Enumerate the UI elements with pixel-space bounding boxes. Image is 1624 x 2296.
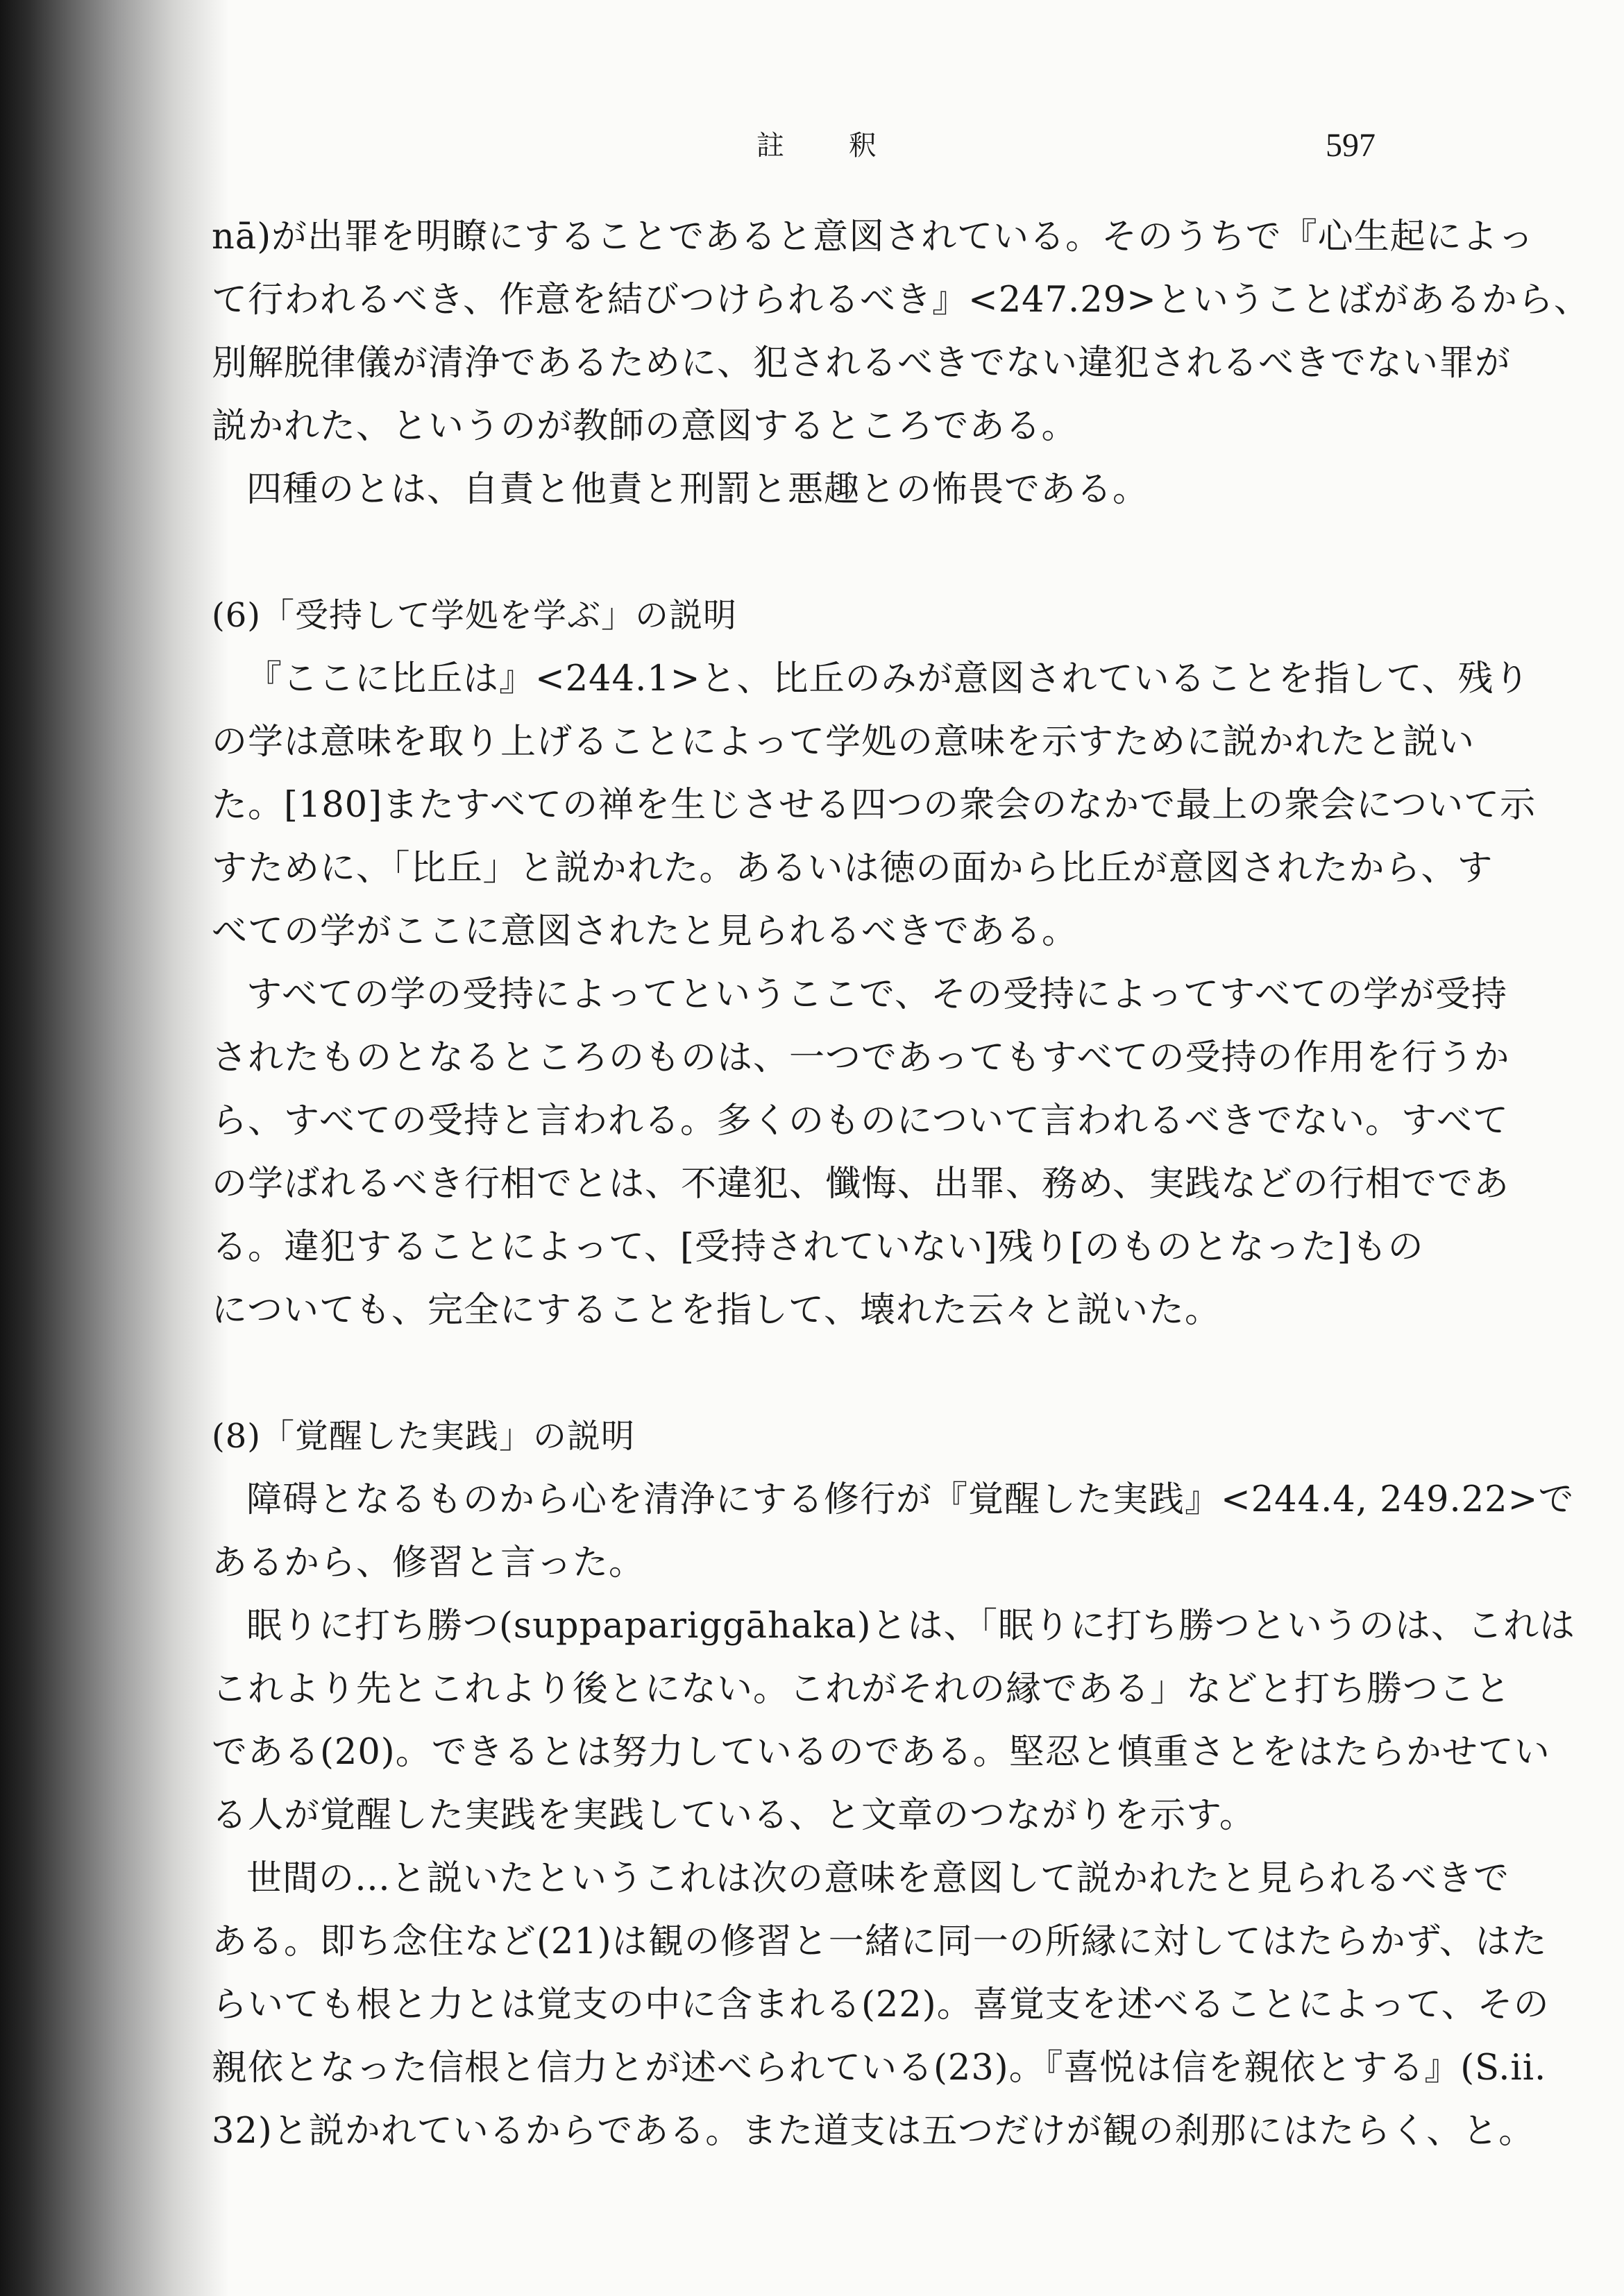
text-line: ある。即ち念住など(21)は観の修習と一緒に同一の所縁に対してはたらかず、はた [212, 1921, 1548, 1962]
page-header [0, 124, 1624, 172]
text-line: これより先とこれより後とにない。これがそれの縁である」などと打ち勝つこと [212, 1669, 1512, 1710]
text-line: の学は意味を取り上げることによって学処の意味を示すために説かれたと説い [212, 722, 1475, 763]
text-line: についても、完全にすることを指して、壊れた云々と説いた。 [212, 1290, 1221, 1331]
section-gap [212, 1342, 1416, 1405]
page-number: 597 [1326, 127, 1376, 164]
text-line: あるから、修習と言った。 [212, 1542, 645, 1583]
section-gap [212, 521, 1416, 584]
running-head: 註 釈 [756, 130, 904, 162]
text-line: べての学がここに意図されたと見られるべきである。 [212, 911, 1079, 952]
text-line: て行われるべき、作意を結びつけられるべき』<247.29>ということばがあるから、 [212, 280, 1590, 321]
text-line: すべての学の受持によってというここで、その受持によってすべての学が受持 [246, 974, 1507, 1015]
text-line: らいても根と力とは覚支の中に含まれる(22)。喜覚支を述べることによって、その [212, 1984, 1550, 2025]
text-line: 眠りに打ち勝つ(suppapariggāhaka)とは、「眠りに打ち勝つというのは、これは [246, 1606, 1576, 1647]
text-line: されたものとなるところのものは、一つであってもすべての受持の作用を行うか [212, 1037, 1510, 1078]
text-line: ら、すべての受持と言われる。多くのものについて言われるべきでない。すべて [212, 1100, 1509, 1141]
section-heading: (8)「覚醒した実践」の説明 [212, 1417, 635, 1456]
text-line: 『ここに比丘は』<244.1>と、比丘のみが意図されていることを指して、残り [246, 658, 1530, 699]
text-line: 別解脱律儀が清浄であるために、犯されるべきでない違犯されるべきでない罪が [212, 343, 1512, 384]
text-line: 世間の…と説いたというこれは次の意味を意図して説かれたと見られるべきで [246, 1858, 1510, 1899]
body-text [212, 205, 1590, 2163]
text-line: 説かれた、というのが教師の意図するところである。 [212, 406, 1078, 447]
section-heading: (6)「受持して学処を学ぶ」の説明 [212, 596, 737, 635]
text-line: 32)と説かれているからである。また道支は五つだけが観の刹那にはたらく、と。 [212, 2111, 1535, 2152]
text-line: 親依となった信根と信力とが述べられている(23)。『喜悦は信を親依とする』(S.ii. [212, 2048, 1547, 2089]
binding-shadow [0, 0, 229, 2296]
text-line: である(20)。できるとは努力しているのである。堅忍と慎重さとをはたらかせてい [212, 1732, 1550, 1773]
text-line: nā)が出罪を明瞭にすることであると意図されている。そのうちで『心生起によっ [212, 216, 1534, 257]
text-line: る。違犯することによって、[受持されていない]残り[のものとなった]もの [212, 1227, 1424, 1268]
text-line: すために、「比丘」と説かれた。あるいは徳の面から比丘が意図されたから、す [212, 848, 1494, 889]
text-line: る人が覚醒した実践を実践している、と文章のつながりを示す。 [212, 1795, 1255, 1836]
text-line: の学ばれるべき行相でとは、不違犯、懺悔、出罪、務め、実践などの行相でであ [212, 1164, 1509, 1205]
text-line: た。[180]またすべての禅を生じさせる四つの衆会のなかで最上の衆会について示 [212, 785, 1537, 826]
text-line: 四種のとは、自責と他責と刑罰と悪趣との怖畏である。 [246, 469, 1149, 510]
text-line: 障碍となるものから心を清浄にする修行が『覚醒した実践』<244.4, 249.22>で [246, 1479, 1575, 1520]
